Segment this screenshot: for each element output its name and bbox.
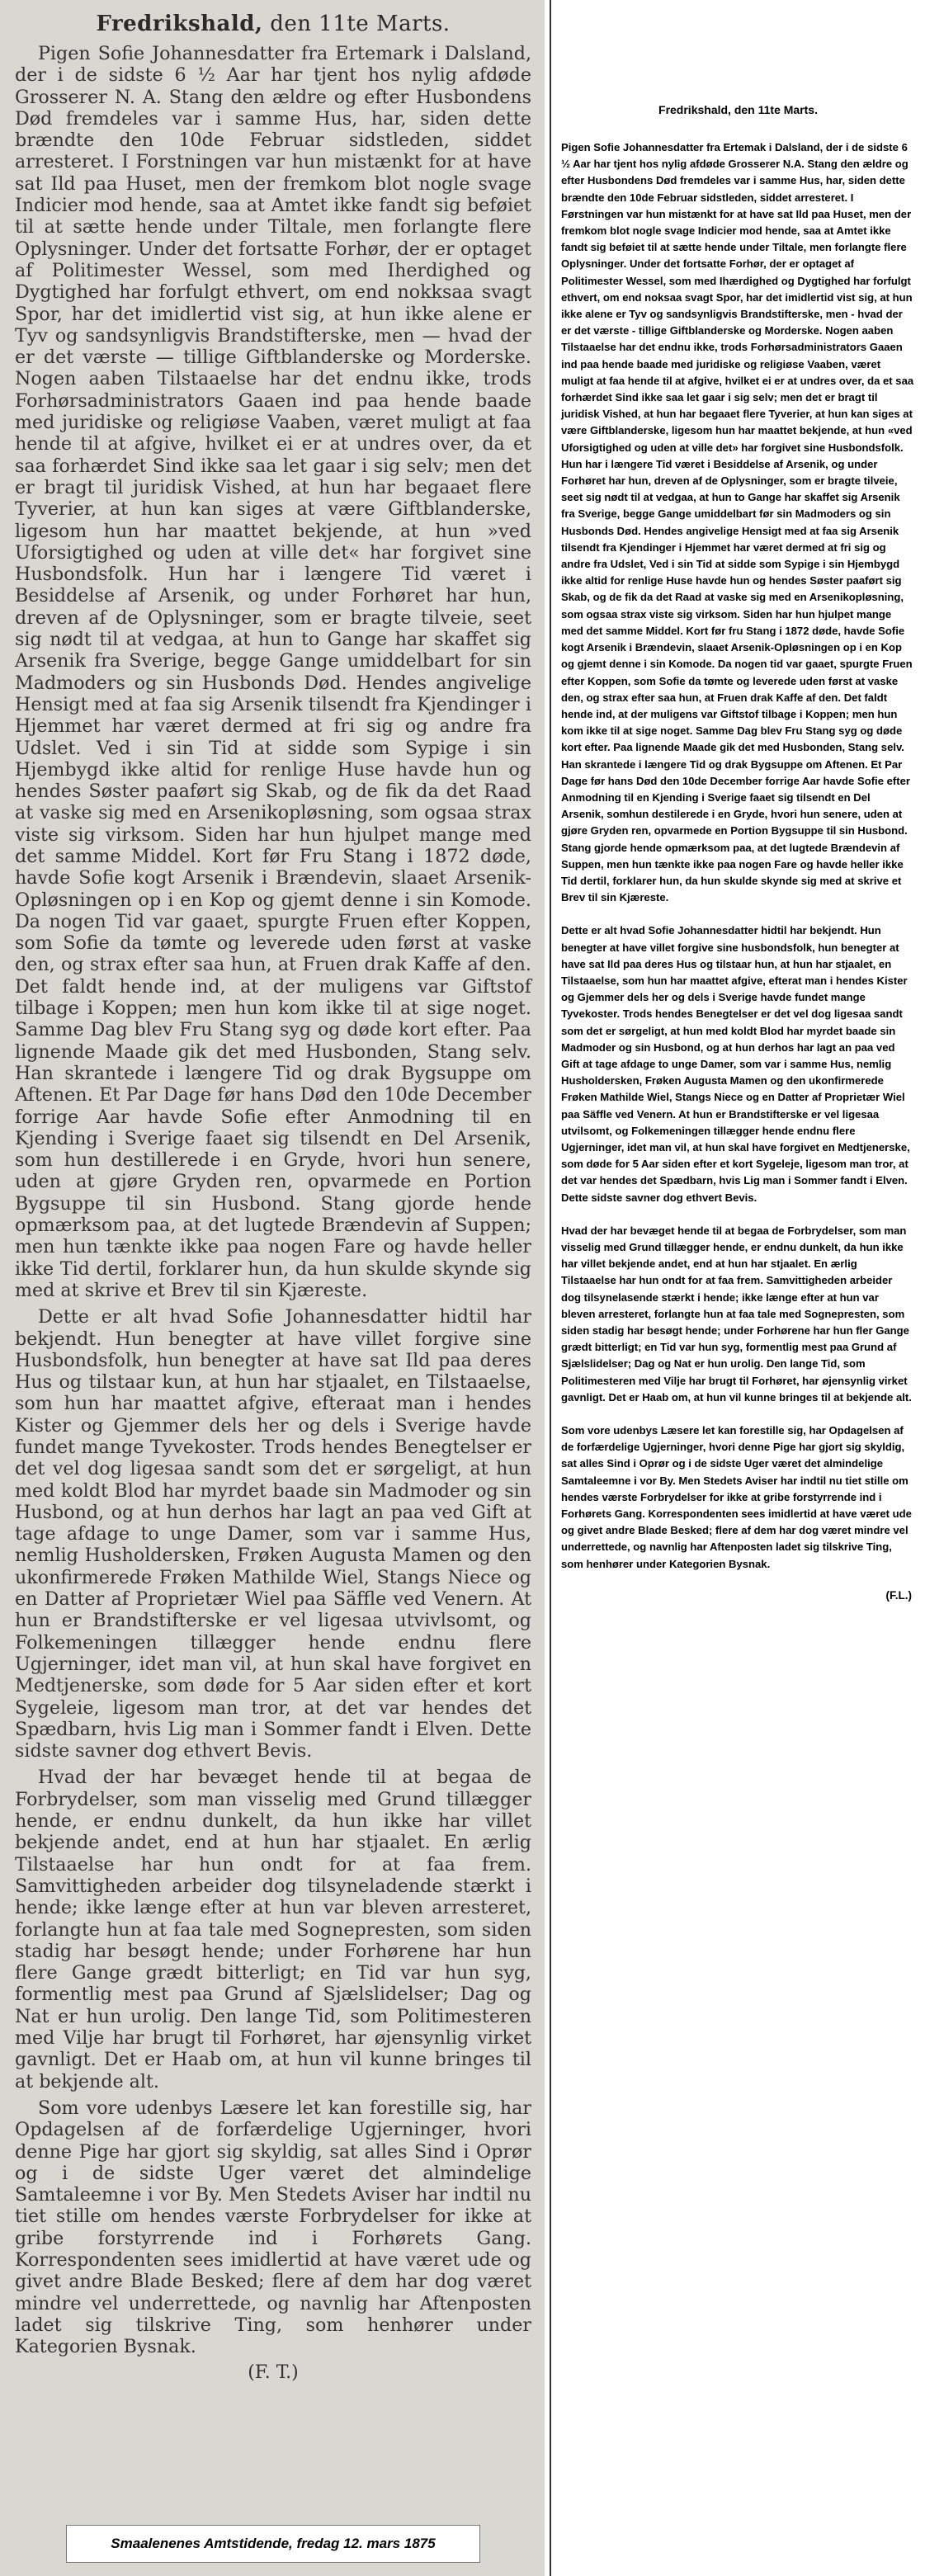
source-caption: Smaalenenes Amtstidende, fredag 12. mars 1875 (111, 2536, 436, 2551)
scan-headline-place: Fredrikshald, (96, 12, 263, 36)
transcription-title: Fredrikshald, den 11te Marts. (658, 103, 818, 116)
scan-signature: (F. T.) (248, 2362, 299, 2384)
scan-headline (15, 12, 531, 36)
scan-paragraph: Hvad der har bevæget hende til at begaa de Forbrydelser, som man visselig med Grund tillægger hende, er endnu dunkelt, da hun ikke har villet bekjende andet, end at hun har stjaalet. En ærlig Tilstaaelse har hun ondt for at faa frem. Samvittigheden arbeider dog tilsyneladende stærkt i hende; ikke længe efter at hun var bleven arresteret, forlangte hun at faa tale med Sognepresten, som siden stadig har besøgt hende; under Forhørene har hun flere Gange grædt bitterligt; en Tid var hun syg, formentlig mest paa Grund af Sjælslidelser; Dag og Nat er hun urolig. Den lange Tid, som Politimesteren med Vilje har brugt til Forhøret, har øjensynlig virket gavnligt. Det er Haab om, at hun vil kunne bringes til at bekjende alt. (15, 1767, 531, 2092)
transcription-signature: (F.L.) (885, 1588, 912, 1602)
transcription-paragraph: Hvad der har bevæget hende til at begaa de Forbrydelser, som man visselig med Grund tillægger hende, er endnu dunkelt, da hun ikke har villet bekjende andet, end at hun har stjaalet. En ærlig Tilstaaelse har hun ondt for at faa frem. Samvittigheden arbeider dog tilsynelasende stærkt i hende; ikke længe efter at hun var bleven arresteret, forlangte hun at faa tale med Sognepresten, som siden stadig har besøgt hende; under Forhørene har hun fler Gange grædt bitterligt; en Tid var hun syg, formentlig mest paa Grund af Sjælslidelser; Dag og Nat er hun urolig. Den lange Tid, som Politimesteren med Vilje har brugt til Forhøret, har øjensynlig virket gavnligt. Det er Haab om, at hun vil kunne bringes til at bekjende alt. (561, 1224, 912, 1404)
scan-paragraph: Dette er alt hvad Sofie Johannesdatter hidtil har bekjendt. Hun benegter at have villet forgive sine Husbondsfolk, hun benegter at have sat Ild paa deres Hus og tilstaar kun, at hun har stjaalet, en Tilstaaelse, som hun har maattet afgive, efteraat man i hendes Kister og Gjemmer dels her og dels i Sverige havde fundet mange Tyvekoster. Trods hendes Benegtelser er det vel dog ligesaa sandt som det er sørgeligt, at hun med koldt Blod har myrdet baade sin Madmoder og sin Husbond, og at hun derhos har lagt an paa ved Gift at tage afdage to unge Damer, som var i samme Hus, nemlig Husholdersken, Frøken Augusta Mamen og den ukonfirmerede Frøken Mathilde Wiel, Stangs Niece og en Datter af Proprietær Wiel paa Säffle ved Venern. At hun er Brandstifterske er vel ligesaa utvivlsomt, og Folkemeningen tillægger hende endnu flere Ugjerninger, idet man vil, at hun skal have forgivet en Medtjenerske, som døde for 5 Aar siden efter et kort Sygeleie, ligesom man tror, at det var hendes det Spædbarn, hvis Lig man i Sommer fandt i Elven. Dette sidste savner dog ethvert Bevis. (15, 1306, 531, 1762)
scan-headline-date: den 11te Marts. (270, 12, 451, 36)
transcription-body (551, 0, 925, 1602)
caption-box (66, 2525, 480, 2563)
transcription-paragraph: Pigen Sofie Johannesdatter fra Ertemak i Dalsland, der i de sidste 6 ½ Aar har tjent hos nylig afdøde Grosserer N.A. Stang den ældre og efter Husbondens Død fremdeles var i samme Hus, har, siden dette brændte den 10de Februar sidstleden, siddet arresteret. I Førstningen var hun mistænkt for at have sat Ild paa Huset, men der fremkom blot nogle svage Indicier mod hende, saa at Amtet ikke fandt sig beføiet til at sætte hende under Tiltale, men forlangte flere Oplysninger. Under det fortsatte Forhør, der er optaget af Politimester Wessel, som med Ihærdighed og Dygtighed har forfulgt ethvert, om end noksaa svagt Spor, har det imidlertid vist sig, at hun ikke alene er Tyv og sandsynligvis Brandstifterske, men - hvad der er det værste - tillige Giftblanderske og Morderske. Nogen aaben Tilstaaelse har det endnu ikke, trods Forhørsadministrators Gaaen ind paa hende baade med juridiske og religiøse Vaaben, været muligt at faa hende til at afgive, hvilket ei er at undres over, da et saa forhærdet Sind ikke saa let gaar i sig selv; men det er bragt til juridisk Vished, at hun har begaaet flere Tyverier, at hun kan siges at være Giftblanderske, ligesom hun har maattet bekjende, at hun «ved Uforsigtighed og uden at ville det» har forgivet sine Husbondsfolk. Hun har i længere Tid været i Besiddelse af Arsenik, og under Forhøret har hun, dreven af de Oplysninger, som er bragte tilveie, seet sig nødt til at vedgaa, at hun to Gange har skaffet sig Arsenik fra Sverige, begge Gange umiddelbart før sin Madmoders og sin Husbonds Død. Hendes angivelige Hensigt med at faa sig Arsenik tilsendt fra Kjendinger i Hjemmet har været dermed at fri sig og andre fra Udslet, Ved i sin Tid at sidde som Sypige i sin Hjembygd ikke altid for renlige Huse havde hun og hendes Søster paaført sig Skab, og de fik da det Raad at vaske sig med en Arsenikopløsning, som ogsaa strax viste sig virksom. Siden har hun hjulpet mange med det samme Middel. Kort før fru Stang i 1872 døde, havde Sofie kogt Arsenik i Brændevin, slaaet Arsenik-Opløsningen op i en Kop og gjemt denne i sin Komode. Da nogen tid var gaaet, spurgte Fruen efter Koppen, som Sofie da tømte og leverede uden først at vaske den, og strax efter saa hun, at Fruen drak Kaffe af den. Det faldt hende ind, at der muligens var Giftstof tilbage i Koppen; men hun kom ikke til at sige noget. Samme Dag blev Fru Stang syg og døde kort efter. Paa lignende Maade gik det med Husbonden, Stang selv. Han skrantede i længere Tid og drak Bygsuppe om Aftenen. Et Par Dage før hans Død den 10de December forrige Aar havde Sofie efter Anmodning til en Kjending i Sverige faaet sig tilsendt en Del Arsenik, somhun destilerede i en Gryde, hvori hun senere, uden at gjøre Gryden ren, opvarmede en Portion Bygsuppe til sin Husbond. Stang gjorde hende opmærksom paa, at det lugtede Brændevin af Suppen, men hun tænkte ikke paa nogen Fare og havde heller ikke Tid dertil, forklarer hun, da hun skulde skynde sig med at skrive et Brev til sin Kjæreste. (561, 141, 914, 904)
scan-text-column (15, 0, 531, 2383)
transcription-paragraph: Som vore udenbys Læsere let kan forestille sig, har Opdagelsen af de forfærdelige Ugjerninger, hvori denne Pige har gjort sig skyldig, sat alles Sind i Oprør og i de sidste Uger været det almindelige Samtaleemne i vor By. Men Stedets Aviser har indtil nu tiet stille om hendes værste Forbrydelser for ikke at gribe forstyrrende ind i Forhørets Gang. Korrespondenten sees imidlertid at have været ude og givet andre Blade Besked; flere af dem har dog været mindre vel underrettede, og navnlig har Aftenposten ladet sig tilskrive Ting, som henhører under Kategorien Bysnak. (561, 1424, 912, 1570)
scan-paragraph: Pigen Sofie Johannesdatter fra Ertemark i Dalsland, der i de sidste 6 ½ Aar har tjent hos nylig afdøde Grosserer N. A. Stang den ældre og efter Husbondens Død fremdeles var i samme Hus, har, siden dette brændte den 10de Februar sidstleden, siddet arresteret. I Forstningen var hun mistænkt for at have sat Ild paa Huset, men der fremkom blot nogle svage Indicier mod hende, saa at Amtet ikke fandt sig beføiet til at sætte hende under Tiltale, men forlangte flere Oplysninger. Under det fortsatte Forhør, der er optaget af Politimester Wessel, som med Iherdighed og Dygtighed har forfulgt ethvert, om end nokksaa svagt Spor, har det imidlertid vist sig, at hun ikke alene er Tyv og sandsynligvis Brandstifterske, men — hvad der er det værste — tillige Giftblanderske og Morderske. Nogen aaben Tilstaaelse har det endnu ikke, trods Forhørsadministrators Gaaen ind paa hende baade med juridiske og religiøse Vaaben, været muligt at faa hende til at afgive, hvilket ei er at undres over, da et saa forhærdet Sind ikke saa let gaar i sig selv; men det er bragt til juridisk Vished, at hun har begaaet flere Tyverier, at hun kan siges at være Giftblanderske, ligesom hun har maattet bekjende, at hun »ved Uforsigtighed og uden at ville det« har forgivet sine Husbondsfolk. Hun har i længere Tid været i Besiddelse af Arsenik, og under Forhøret har hun, dreven af de Oplysninger, som er bragte tilveie, seet sig nødt til at vedgaa, at hun to Gange har skaffet sig Arsenik fra Sverige, begge Gange umiddelbart for sin Madmoders og sin Husbonds Død. Hendes angivelige Hensigt med at faa sig Arsenik tilsendt fra Kjendinger i Hjemmet har været dermed at fri sig og andre fra Udslet. Ved i sin Tid at sidde som Sypige i sin Hjembygd ikke altid for renlige Huse havde hun og hendes Søster paaført sig Skab, og de fik da det Raad at vaske sig med en Arsenikopløsning, som ogsaa strax viste sig virksom. Siden har hun hjulpet mange med det samme Middel. Kort før Fru Stang i 1872 døde, havde Sofie kogt Arsenik i Brændevin, slaaet Arsenik-Opløsningen op i en Kop og gjemt denne i sin Komode. Da nogen Tid var gaaet, spurgte Fruen efter Koppen, som Sofie da tømte og leverede uden først at vaske den, og strax efter saa hun, at Fruen drak Kaffe af den. Det faldt hende ind, at der muligens var Giftstof tilbage i Koppen; men hun kom ikke til at sige noget. Samme Dag blev Fru Stang syg og døde kort efter. Paa lignende Maade gik det med Husbonden, Stang selv. Han skrantede i længere Tid og drak Bygsuppe om Aftenen. Et Par Dage før hans Død den 10de December forrige Aar havde Sofie efter Anmodning til en Kjending i Sverige faaet sig tilsendt en Del Arsenik, som hun destillerede i en Gryde, hvori hun senere, uden at gjøre Gryden ren, opvarmede en Portion Bygsuppe til sin Husbond. Stang gjorde hende opmærksom paa, at det lugtede Brændevin af Suppen; men hun tænkte ikke paa nogen Fare og havde heller ikke Tid dertil, forklarer hun, da hun skulde skynde sig med at skrive et Brev til sin Kjæreste. (15, 43, 531, 1301)
transcription-paragraph: Dette er alt hvad Sofie Johannesdatter hidtil har bekjendt. Hun benegter at have villet forgive sine husbondsfolk, hun benegter at have sat Ild paa deres Hus og tilstaar hun, at hun har stjaalet, en Tilstaaelse, som hun har maattet afgive, efterat man i hendes Kister og Gjemmer dels her og dels i Sverige havde fundet mange Tyvekoster. Trods hendes Benegtelser er det vel dog ligesaa sandt som det er sørgeligt, at hun med koldt Blod har myrdet baade sin Madmoder og sin Husbond, og at hun derhos har lagt an paa ved Gift at tage afdage to unge Damer, som var i samme Hus, nemlig Husholdersken, Frøken Augusta Mamen og den ukonfirmerede Frøken Mathilde Wiel, Stangs Niece og en Datter af Proprietær Wiel paa Säffle ved Venern. At hun er Brandstifterske er vel ligesaa utvilsomt, og Folkemeningen tillægger hende endnu flere Ugjerninger, idet man vil, at hun skal have forgivet en Medtjenerske, som døde for 5 Aar siden efter et kort Sygeleje, ligesom man tror, at det var hendes det Spædbarn, hvis Lig man i Sommer fandt i Elven. Dette sidste savner dog ethvert Bevis. (561, 924, 910, 1204)
transcription-panel (550, 0, 925, 2576)
scan-paragraph: Som vore udenbys Læsere let kan forestille sig, har Opdagelsen af de forfærdelige Ugjerninger, hvori denne Pige har gjort sig skyldig, sat alles Sind i Oprør og i de sidste Uger været det almindelige Samtaleemne i vor By. Men Stedets Aviser har indtil nu tiet stille om hendes værste Forbrydelser for ikke at gribe forstyrrende ind i Forhørets Gang. Korrespondenten sees imidlertid at have været ude og givet andre Blade Besked; flere af dem har dog været mindre vel underrettede, og navnlig har Aftenposten ladet sig tilskrive Ting, som henhører under Kategorien Bysnak. (15, 2097, 531, 2358)
